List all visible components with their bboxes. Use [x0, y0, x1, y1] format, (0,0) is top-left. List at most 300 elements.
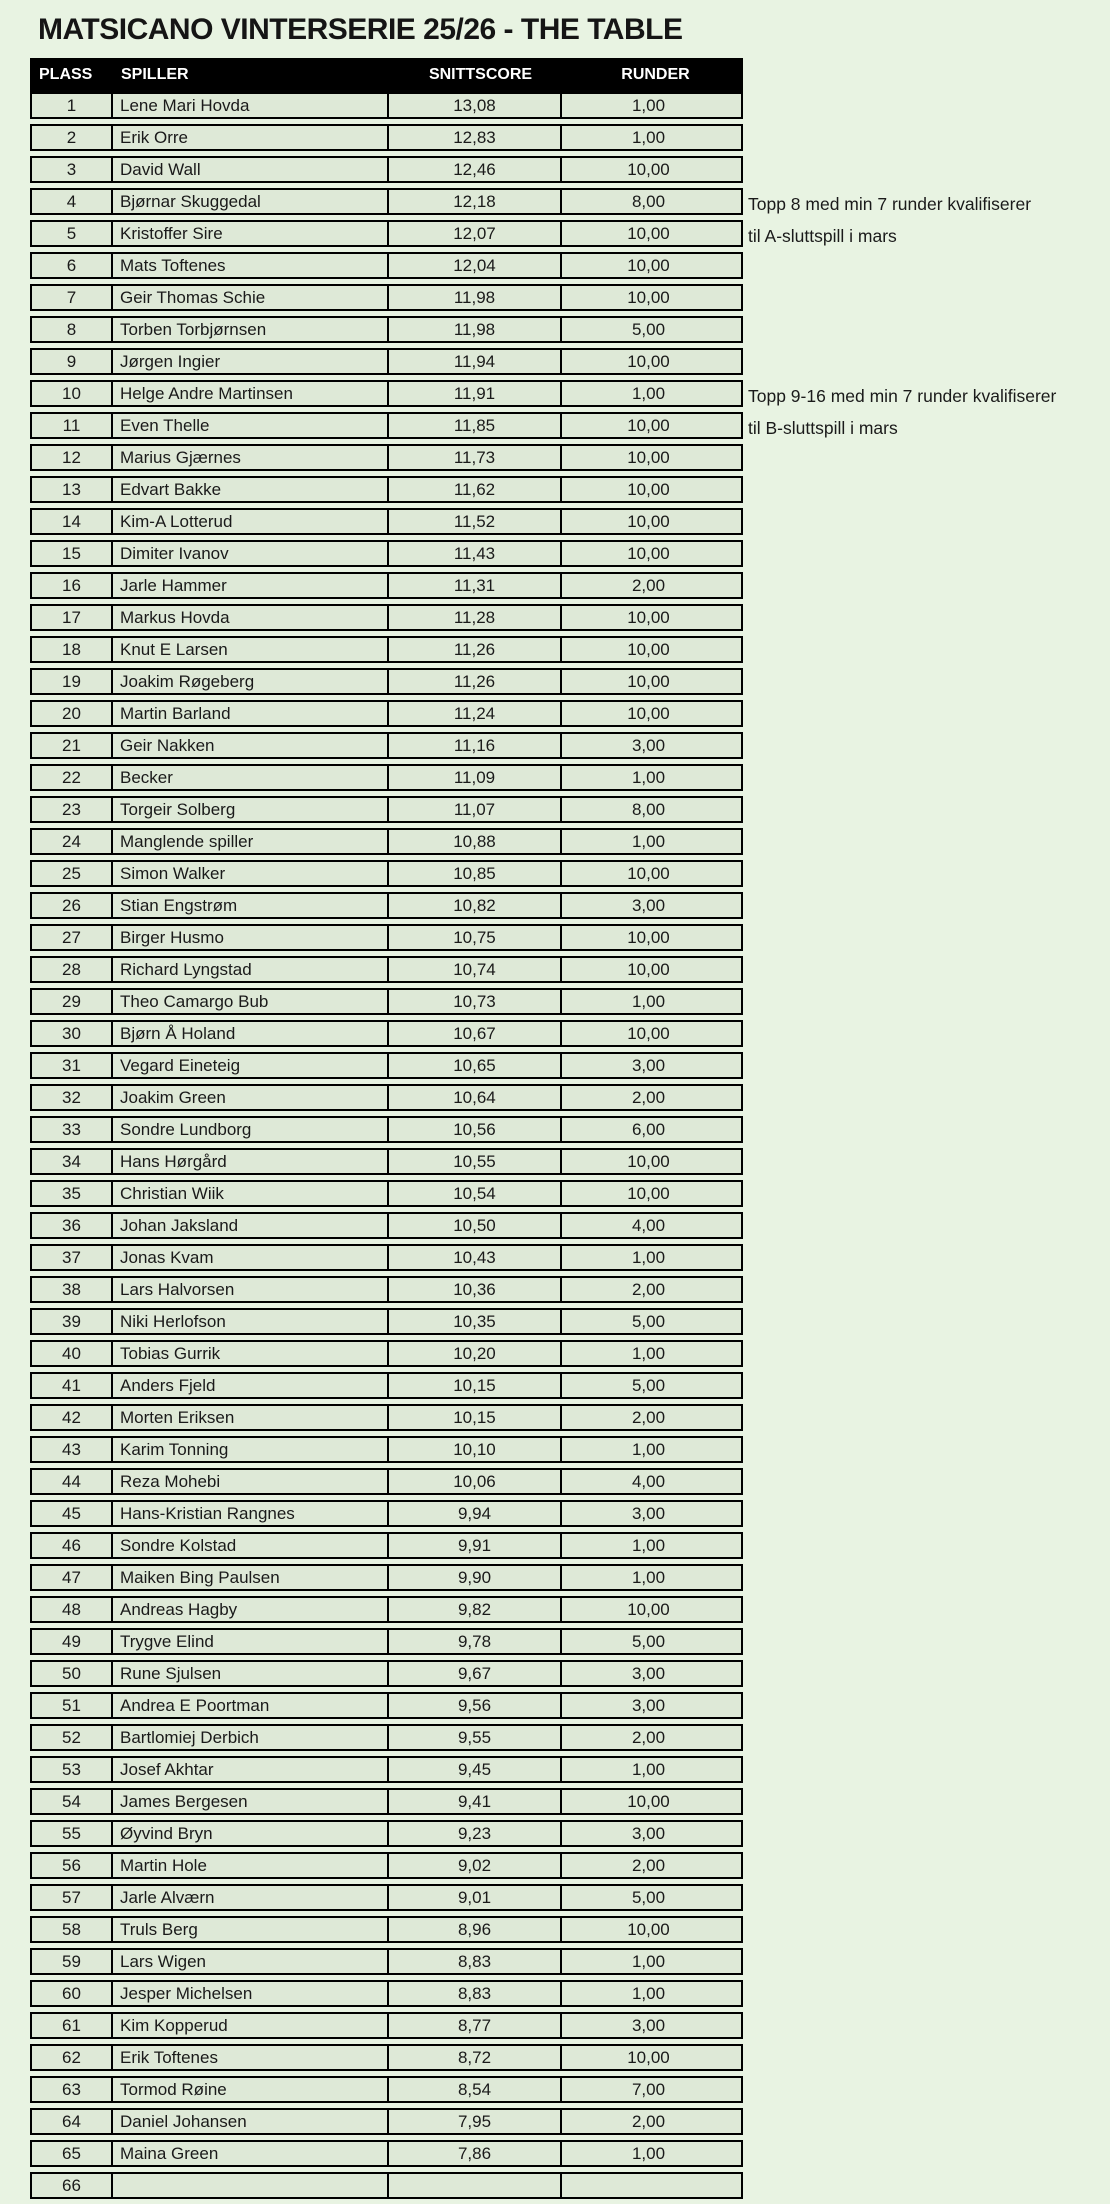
cell-spiller: [113, 2174, 389, 2197]
table-row: [30, 1628, 743, 1655]
table-row: [30, 1308, 743, 1335]
table-row: [30, 1244, 743, 1271]
cell-spiller: Erik Toftenes: [113, 2046, 389, 2069]
cell-runder: 1,00: [631, 96, 666, 115]
cell-snittscore: 11,31: [389, 574, 562, 597]
table-row: [30, 2076, 743, 2103]
cell-plass: 13: [32, 478, 113, 501]
cell-spiller: Marius Gjærnes: [113, 446, 389, 469]
cell-spiller: Theo Camargo Bub: [113, 990, 389, 1013]
cell-snittscore: [389, 2174, 562, 2197]
table-row: [30, 1468, 743, 1495]
cell-snittscore: 10,36: [389, 1278, 562, 1301]
table-row: [30, 1884, 743, 1911]
cell-runder: [562, 2174, 735, 2197]
table-row: [30, 1500, 743, 1527]
cell-snittscore: 8,83: [389, 1982, 562, 2005]
cell-runder: 10,00: [627, 608, 670, 627]
cell-plass: 1: [32, 94, 113, 117]
cell-spiller: Sondre Kolstad: [113, 1534, 389, 1557]
cell-runder: 2,00: [631, 1280, 666, 1299]
column-header-runder: RUNDER: [621, 66, 690, 83]
cell-spiller: Øyvind Bryn: [113, 1822, 389, 1845]
table-row: [30, 444, 743, 471]
cell-plass: 46: [32, 1534, 113, 1557]
cell-snittscore: 11,43: [389, 542, 562, 565]
cell-spiller: Knut E Larsen: [113, 638, 389, 661]
cell-spiller: Jarle Hammer: [113, 574, 389, 597]
table-row: [30, 1340, 743, 1367]
cell-runder: 10,00: [627, 2048, 670, 2067]
cell-runder: 10,00: [627, 480, 670, 499]
cell-snittscore: 12,07: [389, 222, 562, 245]
cell-snittscore: 11,94: [389, 350, 562, 373]
cell-snittscore: 10,10: [389, 1438, 562, 1461]
table-row: [30, 668, 743, 695]
cell-snittscore: 9,90: [389, 1566, 562, 1589]
cell-snittscore: 11,98: [389, 286, 562, 309]
cell-runder: 3,00: [631, 1824, 666, 1843]
cell-spiller: Markus Hovda: [113, 606, 389, 629]
cell-plass: 4: [32, 190, 113, 213]
cell-plass: 42: [32, 1406, 113, 1429]
table-row: [30, 924, 743, 951]
cell-plass: 54: [32, 1790, 113, 1813]
cell-spiller: David Wall: [113, 158, 389, 181]
cell-spiller: Geir Nakken: [113, 734, 389, 757]
table-row: [30, 2140, 743, 2167]
cell-snittscore: 9,23: [389, 1822, 562, 1845]
cell-runder: 5,00: [631, 1312, 666, 1331]
cell-runder: 1,00: [631, 992, 666, 1011]
table-row: [30, 988, 743, 1015]
cell-runder: 3,00: [631, 896, 666, 915]
cell-runder: 10,00: [627, 1600, 670, 1619]
cell-spiller: Torgeir Solberg: [113, 798, 389, 821]
cell-plass: 52: [32, 1726, 113, 1749]
cell-runder: 1,00: [631, 768, 666, 787]
cell-runder: 1,00: [631, 1760, 666, 1779]
cell-runder: 10,00: [627, 352, 670, 371]
cell-runder: 10,00: [627, 1024, 670, 1043]
cell-snittscore: 8,54: [389, 2078, 562, 2101]
table-row: [30, 1212, 743, 1239]
cell-runder: 1,00: [631, 1536, 666, 1555]
cell-spiller: Joakim Green: [113, 1086, 389, 1109]
cell-plass: 38: [32, 1278, 113, 1301]
cell-plass: 3: [32, 158, 113, 181]
cell-plass: 17: [32, 606, 113, 629]
cell-plass: 21: [32, 734, 113, 757]
table-row: [30, 124, 743, 151]
cell-plass: 29: [32, 990, 113, 1013]
page-title: MATSICANO VINTERSERIE 25/26 - THE TABLE: [38, 13, 683, 46]
cell-spiller: Becker: [113, 766, 389, 789]
cell-plass: 10: [32, 382, 113, 405]
cell-spiller: Lars Halvorsen: [113, 1278, 389, 1301]
cell-spiller: Simon Walker: [113, 862, 389, 885]
cell-plass: 27: [32, 926, 113, 949]
cell-spiller: Torben Torbjørnsen: [113, 318, 389, 341]
table-row: [30, 1404, 743, 1431]
cell-spiller: Geir Thomas Schie: [113, 286, 389, 309]
cell-snittscore: 10,65: [389, 1054, 562, 1077]
table-row: [30, 252, 743, 279]
table-row: [30, 1660, 743, 1687]
cell-runder: 5,00: [631, 1888, 666, 1907]
cell-snittscore: 10,73: [389, 990, 562, 1013]
cell-runder: 10,00: [627, 512, 670, 531]
cell-snittscore: 11,09: [389, 766, 562, 789]
cell-spiller: Helge Andre Martinsen: [113, 382, 389, 405]
table-row: [30, 1788, 743, 1815]
cell-runder: 2,00: [631, 1408, 666, 1427]
cell-snittscore: 8,96: [389, 1918, 562, 1941]
cell-snittscore: 10,64: [389, 1086, 562, 1109]
cell-runder: 5,00: [631, 1376, 666, 1395]
cell-runder: 10,00: [627, 864, 670, 883]
table-row: [30, 1596, 743, 1623]
cell-plass: 8: [32, 318, 113, 341]
cell-plass: 65: [32, 2142, 113, 2165]
table-row: [30, 1436, 743, 1463]
cell-runder: 10,00: [627, 960, 670, 979]
cell-snittscore: 9,55: [389, 1726, 562, 1749]
cell-plass: 5: [32, 222, 113, 245]
table-row: [30, 316, 743, 343]
table-row: [30, 284, 743, 311]
cell-plass: 34: [32, 1150, 113, 1173]
table-row: [30, 508, 743, 535]
cell-snittscore: 7,86: [389, 2142, 562, 2165]
cell-plass: 55: [32, 1822, 113, 1845]
qualification-note-a: [748, 188, 1031, 252]
cell-snittscore: 9,78: [389, 1630, 562, 1653]
cell-runder: 10,00: [627, 672, 670, 691]
cell-plass: 58: [32, 1918, 113, 1941]
cell-snittscore: 10,56: [389, 1118, 562, 1141]
cell-runder: 1,00: [631, 128, 666, 147]
cell-spiller: Hans-Kristian Rangnes: [113, 1502, 389, 1525]
cell-plass: 14: [32, 510, 113, 533]
cell-spiller: Erik Orre: [113, 126, 389, 149]
cell-snittscore: 11,24: [389, 702, 562, 725]
table-row: [30, 636, 743, 663]
cell-runder: 2,00: [631, 1728, 666, 1747]
table-row: [30, 380, 743, 407]
cell-runder: 10,00: [627, 1152, 670, 1171]
cell-runder: 2,00: [631, 1088, 666, 1107]
cell-runder: 10,00: [627, 256, 670, 275]
cell-spiller: James Bergesen: [113, 1790, 389, 1813]
cell-plass: 56: [32, 1854, 113, 1877]
cell-plass: 60: [32, 1982, 113, 2005]
cell-snittscore: 8,77: [389, 2014, 562, 2037]
cell-spiller: Martin Barland: [113, 702, 389, 725]
table-row: [30, 1916, 743, 1943]
cell-plass: 49: [32, 1630, 113, 1653]
cell-snittscore: 9,56: [389, 1694, 562, 1717]
cell-plass: 57: [32, 1886, 113, 1909]
cell-spiller: Reza Mohebi: [113, 1470, 389, 1493]
cell-plass: 7: [32, 286, 113, 309]
table-row: [30, 892, 743, 919]
cell-spiller: Josef Akhtar: [113, 1758, 389, 1781]
cell-snittscore: 10,15: [389, 1374, 562, 1397]
cell-snittscore: 11,73: [389, 446, 562, 469]
cell-runder: 10,00: [627, 1184, 670, 1203]
cell-runder: 10,00: [627, 160, 670, 179]
cell-snittscore: 11,91: [389, 382, 562, 405]
table-header-row: [30, 58, 743, 92]
cell-runder: 10,00: [627, 1792, 670, 1811]
cell-snittscore: 10,15: [389, 1406, 562, 1429]
cell-plass: 22: [32, 766, 113, 789]
cell-spiller: Manglende spiller: [113, 830, 389, 853]
cell-snittscore: 8,72: [389, 2046, 562, 2069]
cell-spiller: Lars Wigen: [113, 1950, 389, 1973]
cell-spiller: Kim Kopperud: [113, 2014, 389, 2037]
cell-spiller: Maina Green: [113, 2142, 389, 2165]
cell-runder: 1,00: [631, 2144, 666, 2163]
cell-plass: 48: [32, 1598, 113, 1621]
cell-spiller: Joakim Røgeberg: [113, 670, 389, 693]
cell-snittscore: 9,02: [389, 1854, 562, 1877]
cell-spiller: Even Thelle: [113, 414, 389, 437]
cell-plass: 44: [32, 1470, 113, 1493]
cell-plass: 37: [32, 1246, 113, 1269]
cell-runder: 10,00: [627, 288, 670, 307]
qualification-note-b-line1: Topp 9-16 med min 7 runder kvalifiserer: [748, 386, 1057, 406]
table-row: [30, 540, 743, 567]
cell-plass: 40: [32, 1342, 113, 1365]
cell-snittscore: 10,82: [389, 894, 562, 917]
cell-spiller: Bjørnar Skuggedal: [113, 190, 389, 213]
cell-runder: 8,00: [631, 192, 666, 211]
cell-plass: 2: [32, 126, 113, 149]
table-row: [30, 1180, 743, 1207]
cell-snittscore: 13,08: [389, 94, 562, 117]
cell-runder: 10,00: [627, 416, 670, 435]
cell-spiller: Richard Lyngstad: [113, 958, 389, 981]
table-row: [30, 92, 743, 119]
table-row: [30, 348, 743, 375]
table-row: [30, 828, 743, 855]
cell-spiller: Andrea E Poortman: [113, 1694, 389, 1717]
cell-runder: 10,00: [627, 1920, 670, 1939]
table-row: [30, 1276, 743, 1303]
table-row: [30, 1692, 743, 1719]
table-row: [30, 764, 743, 791]
cell-runder: 3,00: [631, 1664, 666, 1683]
cell-runder: 6,00: [631, 1120, 666, 1139]
cell-runder: 3,00: [631, 1504, 666, 1523]
cell-spiller: Karim Tonning: [113, 1438, 389, 1461]
cell-plass: 6: [32, 254, 113, 277]
cell-snittscore: 11,98: [389, 318, 562, 341]
cell-runder: 1,00: [631, 1344, 666, 1363]
cell-plass: 51: [32, 1694, 113, 1717]
cell-spiller: Maiken Bing Paulsen: [113, 1566, 389, 1589]
cell-runder: 3,00: [631, 1696, 666, 1715]
cell-spiller: Kim-A Lotterud: [113, 510, 389, 533]
cell-spiller: Tobias Gurrik: [113, 1342, 389, 1365]
cell-plass: 18: [32, 638, 113, 661]
cell-plass: 9: [32, 350, 113, 373]
cell-spiller: Andreas Hagby: [113, 1598, 389, 1621]
cell-runder: 5,00: [631, 1632, 666, 1651]
cell-plass: 12: [32, 446, 113, 469]
cell-plass: 30: [32, 1022, 113, 1045]
cell-plass: 41: [32, 1374, 113, 1397]
table-row: [30, 1148, 743, 1175]
cell-snittscore: 10,67: [389, 1022, 562, 1045]
cell-runder: 2,00: [631, 576, 666, 595]
table-row: [30, 2108, 743, 2135]
cell-spiller: Tormod Røine: [113, 2078, 389, 2101]
cell-spiller: Kristoffer Sire: [113, 222, 389, 245]
cell-snittscore: 11,26: [389, 638, 562, 661]
cell-runder: 3,00: [631, 736, 666, 755]
table-row: [30, 604, 743, 631]
cell-plass: 36: [32, 1214, 113, 1237]
table-row: [30, 796, 743, 823]
cell-plass: 28: [32, 958, 113, 981]
table-row: [30, 1084, 743, 1111]
cell-snittscore: 10,43: [389, 1246, 562, 1269]
table-row: [30, 1532, 743, 1559]
cell-spiller: Bjørn Å Holand: [113, 1022, 389, 1045]
cell-plass: 11: [32, 414, 113, 437]
cell-plass: 59: [32, 1950, 113, 1973]
cell-snittscore: 11,26: [389, 670, 562, 693]
table-row: [30, 188, 743, 215]
cell-runder: 1,00: [631, 1984, 666, 2003]
cell-spiller: Johan Jaksland: [113, 1214, 389, 1237]
table-row: [30, 2044, 743, 2071]
cell-spiller: Mats Toftenes: [113, 254, 389, 277]
cell-spiller: Jesper Michelsen: [113, 1982, 389, 2005]
cell-snittscore: 12,46: [389, 158, 562, 181]
cell-plass: 24: [32, 830, 113, 853]
cell-plass: 19: [32, 670, 113, 693]
table-row: [30, 572, 743, 599]
cell-runder: 1,00: [631, 832, 666, 851]
cell-snittscore: 11,52: [389, 510, 562, 533]
cell-runder: 1,00: [631, 1952, 666, 1971]
cell-spiller: Birger Husmo: [113, 926, 389, 949]
cell-snittscore: 9,94: [389, 1502, 562, 1525]
cell-runder: 1,00: [631, 1568, 666, 1587]
cell-spiller: Morten Eriksen: [113, 1406, 389, 1429]
cell-snittscore: 7,95: [389, 2110, 562, 2133]
table-row: [30, 1372, 743, 1399]
cell-snittscore: 8,83: [389, 1950, 562, 1973]
cell-spiller: Hans Hørgård: [113, 1150, 389, 1173]
cell-runder: 10,00: [627, 448, 670, 467]
qualification-note-b-line2: til B-sluttspill i mars: [748, 418, 898, 438]
cell-runder: 3,00: [631, 2016, 666, 2035]
cell-snittscore: 10,75: [389, 926, 562, 949]
cell-spiller: Christian Wiik: [113, 1182, 389, 1205]
cell-snittscore: 9,82: [389, 1598, 562, 1621]
cell-spiller: Daniel Johansen: [113, 2110, 389, 2133]
cell-spiller: Bartlomiej Derbich: [113, 1726, 389, 1749]
cell-spiller: Jørgen Ingier: [113, 350, 389, 373]
table-row: [30, 1020, 743, 1047]
cell-plass: 64: [32, 2110, 113, 2133]
cell-runder: 1,00: [631, 1440, 666, 1459]
table-row: [30, 1724, 743, 1751]
cell-plass: 50: [32, 1662, 113, 1685]
cell-snittscore: 10,54: [389, 1182, 562, 1205]
cell-plass: 26: [32, 894, 113, 917]
cell-snittscore: 10,55: [389, 1150, 562, 1173]
cell-snittscore: 9,67: [389, 1662, 562, 1685]
table-row: [30, 956, 743, 983]
cell-plass: 63: [32, 2078, 113, 2101]
cell-spiller: Stian Engstrøm: [113, 894, 389, 917]
cell-runder: 4,00: [631, 1216, 666, 1235]
table-row: [30, 220, 743, 247]
cell-runder: 8,00: [631, 800, 666, 819]
qualification-note-b: [748, 380, 1056, 444]
cell-spiller: Jonas Kvam: [113, 1246, 389, 1269]
cell-plass: 23: [32, 798, 113, 821]
cell-snittscore: 9,41: [389, 1790, 562, 1813]
cell-runder: 1,00: [631, 384, 666, 403]
cell-plass: 25: [32, 862, 113, 885]
cell-plass: 62: [32, 2046, 113, 2069]
column-header-plass: PLASS: [39, 66, 93, 83]
table-row: [30, 1980, 743, 2007]
cell-snittscore: 9,91: [389, 1534, 562, 1557]
table-row: [30, 1852, 743, 1879]
cell-runder: 5,00: [631, 320, 666, 339]
cell-snittscore: 12,04: [389, 254, 562, 277]
cell-spiller: Trygve Elind: [113, 1630, 389, 1653]
cell-snittscore: 10,06: [389, 1470, 562, 1493]
cell-runder: 10,00: [627, 928, 670, 947]
cell-runder: 10,00: [627, 704, 670, 723]
cell-plass: 33: [32, 1118, 113, 1141]
table-row: [30, 2012, 743, 2039]
cell-snittscore: 11,62: [389, 478, 562, 501]
cell-snittscore: 10,20: [389, 1342, 562, 1365]
cell-spiller: Dimiter Ivanov: [113, 542, 389, 565]
cell-spiller: Niki Herlofson: [113, 1310, 389, 1333]
cell-snittscore: 10,35: [389, 1310, 562, 1333]
standings-table-body: [30, 92, 743, 2204]
qualification-note-a-line1: Topp 8 med min 7 runder kvalifiserer: [748, 194, 1032, 214]
cell-snittscore: 11,07: [389, 798, 562, 821]
cell-plass: 53: [32, 1758, 113, 1781]
cell-plass: 32: [32, 1086, 113, 1109]
cell-runder: 4,00: [631, 1472, 666, 1491]
cell-snittscore: 10,88: [389, 830, 562, 853]
cell-plass: 61: [32, 2014, 113, 2037]
table-row: [30, 1756, 743, 1783]
cell-runder: 1,00: [631, 1248, 666, 1267]
table-row: [30, 1820, 743, 1847]
table-row: [30, 1564, 743, 1591]
cell-plass: 45: [32, 1502, 113, 1525]
table-row: [30, 1116, 743, 1143]
cell-spiller: Sondre Lundborg: [113, 1118, 389, 1141]
column-header-spiller: SPILLER: [121, 66, 189, 83]
cell-spiller: Anders Fjeld: [113, 1374, 389, 1397]
cell-spiller: Vegard Eineteig: [113, 1054, 389, 1077]
